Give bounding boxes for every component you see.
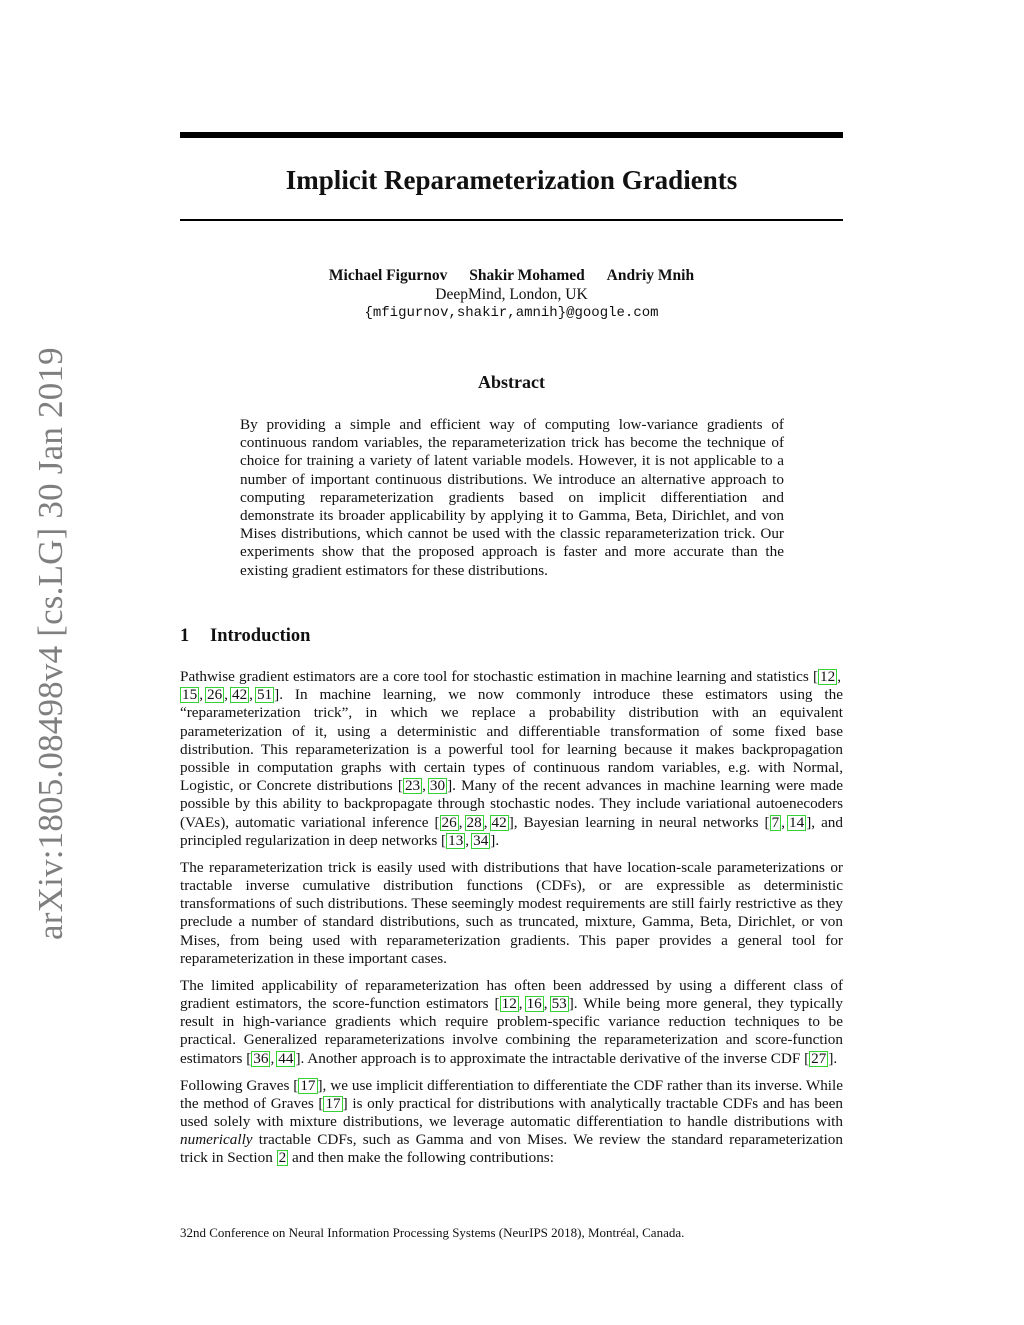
citation-group (809, 1050, 828, 1067)
title-rule-bottom (180, 219, 843, 221)
text-run: ]. Another approach is to approximate the intractable derivative of the inverse CDF [ (295, 1049, 810, 1067)
paragraph (180, 977, 843, 1068)
section-title: Introduction (210, 626, 311, 646)
citation-link[interactable]: 7 (771, 813, 780, 831)
text-run: Following Graves [ (180, 1076, 299, 1094)
section-heading (180, 624, 310, 648)
citation-link[interactable]: 34 (473, 831, 489, 849)
author-name: Michael Figurnov (328, 267, 448, 284)
paper-title: Implicit Reparameterization Gradients (285, 165, 738, 195)
citation-link[interactable]: 26 (206, 686, 223, 704)
citation-group (500, 995, 569, 1012)
citation-link[interactable]: 23 (404, 777, 421, 795)
text-run: ] is only practical for distributions with analytically tractable CDFs and has been used solely with mixture distributions, we leverage automatic differentiation to handle distributions with (180, 1094, 843, 1131)
citation-group (323, 1095, 342, 1112)
citation-link[interactable]: 12 (501, 995, 517, 1013)
abstract-text: By providing a simple and efficient way of computing low-variance gradients of continuous random variables, the reparameterization trick has become the technique of choice for training a variety of latent variable models. However, it is not applicable to a number of important continuous distributions. We introduce an alternative approach to computing reparameterization gradients based on implicit differentiation and demonstrate its broader applicability by applying it to Gamma, Beta, Dirichlet, and von Mises distributions, which cannot be used with the classic reparameterization trick. Our experiments show that the proposed approach is faster and more accurate than the existing gradient estimators for these distributions. (240, 416, 784, 579)
citation-link[interactable]: 13 (448, 831, 464, 849)
citation-link[interactable]: 16 (526, 995, 542, 1013)
text-run: ]. In machine learning, we now commonly introduce these estimators using the “reparameterization trick”, in which we replace a probability distribution with an equivalent parameterization of it, using a deterministic and differentiable transformation of some fixed base distribution. This reparameterization is a powerful tool for learning because it makes backpropagation possible in computation graphs with certain types of continuous random variables, e.g. with Normal, Logistic, or Concrete distributions [ (180, 686, 843, 795)
citation-separator: , (465, 831, 470, 849)
abstract-heading: Abstract (478, 372, 545, 392)
citation-group (403, 777, 447, 794)
citation-separator: , (224, 686, 228, 704)
author-email: {mfigurnov,shakir,amnih}@google.com (364, 305, 659, 321)
citation-separator: , (458, 813, 463, 831)
citation-link[interactable]: 15 (182, 686, 198, 704)
citation-separator: , (249, 686, 253, 704)
citation-group (446, 832, 490, 849)
citation-link[interactable]: 44 (278, 1049, 294, 1067)
author-name: Shakir Mohamed (469, 267, 585, 284)
text-run: and then make the following contributions: (288, 1149, 554, 1167)
citation-group (770, 814, 807, 831)
citation-separator: , (837, 668, 841, 685)
body-text (180, 668, 843, 1176)
citation-link[interactable]: 42 (491, 813, 507, 831)
citation-separator: , (422, 777, 426, 795)
citation-link[interactable]: 14 (789, 813, 805, 831)
text-run: ], we use implicit differentiation to differentiate the CDF rather than its inverse. While the method of Graves [ (180, 1076, 843, 1112)
citation-group (251, 1050, 295, 1067)
citation-group (298, 1077, 317, 1094)
citation-link[interactable]: 51 (256, 686, 273, 704)
text-run: ]. (490, 831, 500, 849)
citation-group (440, 814, 509, 831)
citation-separator: , (543, 995, 548, 1013)
text-run: The limited applicability of reparameterization has often been addressed by using a different class of gradient estimators, the score-function estimators [ (180, 976, 843, 1013)
citation-link[interactable]: 53 (551, 995, 567, 1013)
citation-separator: , (199, 686, 203, 704)
paragraph (180, 668, 843, 850)
paragraph: The reparameterization trick is easily used with distributions that have location-scale parameterizations or tractable inverse cumulative distribution functions (CDFs), or are expressible as deterministic transformations of such distributions. These seemingly modest requirements are still fairly restrictive as they preclude a number of standard distributions, such as truncated, mixture, Gamma, Beta, Dirichlet, or von Mises, from being used with reparameterization gradients. This paper provides a general tool for reparameterization in these important cases. (180, 858, 843, 967)
author-block (180, 266, 843, 323)
paragraph (180, 1077, 843, 1168)
text-run: ]. (828, 1049, 838, 1067)
citation-link[interactable]: 17 (325, 1094, 341, 1112)
emphasis: numerically (180, 1131, 253, 1149)
section-number: 1 (180, 626, 190, 646)
author-names (180, 266, 843, 285)
citation-link[interactable]: 12 (820, 668, 836, 685)
citation-separator: , (518, 995, 523, 1013)
citation-separator: , (270, 1049, 275, 1067)
citation-link[interactable]: 27 (811, 1049, 827, 1067)
arxiv-stamp: arXiv:1805.08498v4 [cs.LG] 30 Jan 2019 (31, 347, 70, 940)
citation-link[interactable]: 28 (466, 813, 482, 831)
citation-separator: , (781, 813, 785, 831)
text-run: tractable CDFs, such as Gamma and von Mises. We review the standard reparameterization trick in Section (180, 1131, 843, 1167)
title-rule-top (180, 132, 843, 138)
citation-link[interactable]: 36 (253, 1049, 269, 1067)
text-run: ]. Many of the recent advances in machine learning were made possible by this ability to backpropagate through stochastic nodes. They include variational autoenecoders (VAEs), automatic variational inference [ (180, 777, 843, 831)
citation-separator: , (483, 813, 488, 831)
text-run: ]. While being more general, they typically result in high-variance gradients which require problem-specific variance reduction techniques to be practical. Generalized reparameterizations involve combining the reparameterization and score-function estimators [ (180, 995, 843, 1067)
author-affiliation: DeepMind, London, UK (435, 286, 588, 303)
citation-link[interactable]: 30 (429, 777, 446, 795)
text-run: ], Bayesian learning in neural networks [ (508, 813, 770, 831)
text-run: ], and principled regularization in deep networks [ (180, 813, 843, 849)
citation-link[interactable]: 2 (278, 1149, 287, 1167)
text-run: Pathwise gradient estimators are a core tool for stochastic estimation in machine learning and statistics [ (180, 668, 819, 685)
citation-link[interactable]: 42 (231, 686, 248, 704)
author-name: Andriy Mnih (606, 267, 695, 284)
citation-link[interactable]: 26 (441, 813, 457, 831)
citation-link[interactable]: 17 (300, 1076, 316, 1094)
section-reference-group (277, 1149, 289, 1166)
conference-footnote: 32nd Conference on Neural Information Processing Systems (NeurIPS 2018), Montréal, Canada. (180, 1225, 685, 1240)
